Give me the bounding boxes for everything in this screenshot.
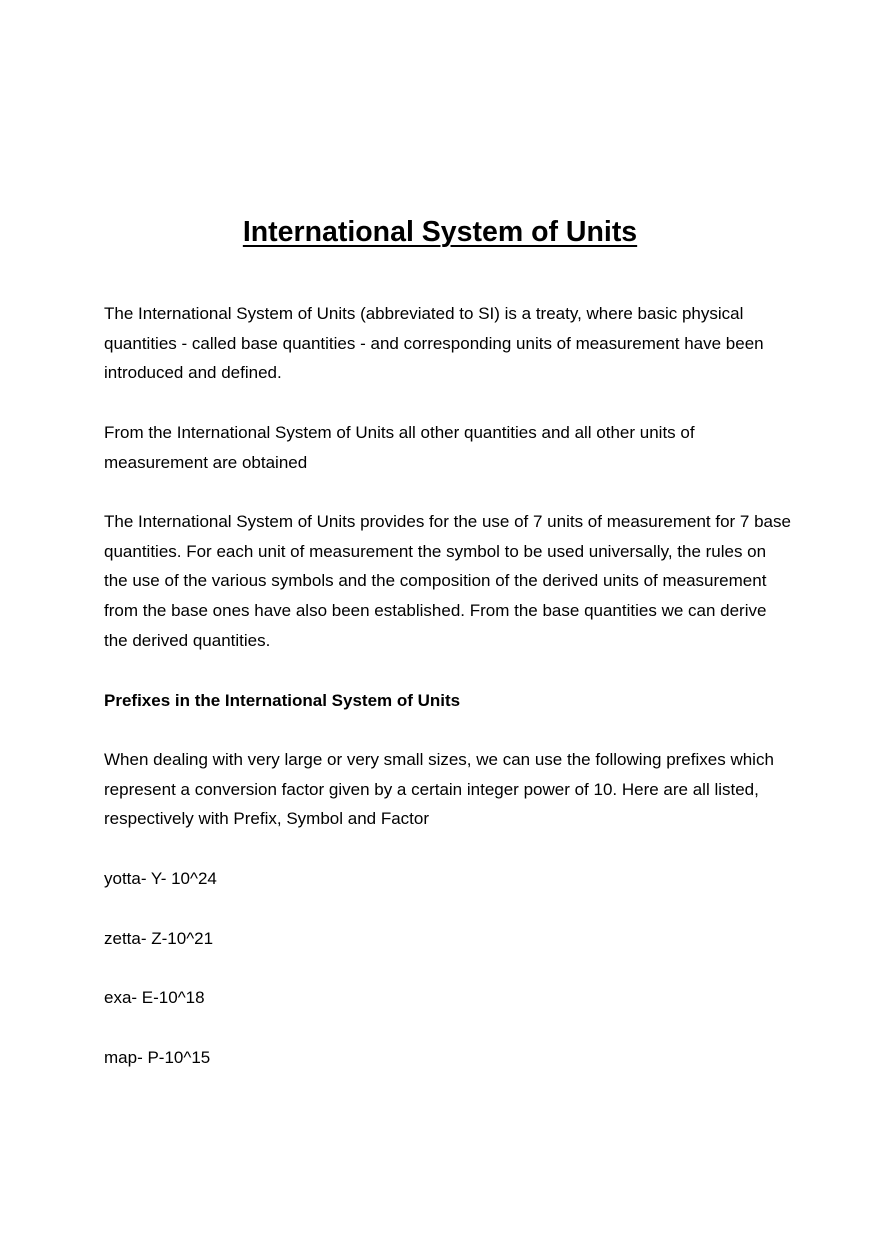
intro-paragraph: The International System of Units (abbreviated to SI) is a treaty, where basic physical quantities - called base quantities - and corresponding units of measurement have been introduced and defined. (104, 304, 764, 383)
document-title: International System of Units (242, 216, 638, 248)
prefix-item-yotta: yotta- Y- 10^24 (104, 869, 217, 888)
prefixes-heading: Prefixes in the International System of Units (104, 691, 461, 710)
derivation-paragraph: From the International System of Units all other quantities and all other units of measurement are obtained (104, 423, 695, 472)
prefix-item-exa: exa- E-10^18 (104, 988, 205, 1007)
base-units-paragraph: The International System of Units provides for the use of 7 units of measurement for 7 base quantities. For each unit of measurement the symbol to be used universally, the rules on the use of the various symbols and the composition of the derived units of measurement from the base ones have also been established. From the base quantities we can derive the derived quantities. (104, 512, 791, 650)
prefix-item-map: map- P-10^15 (104, 1048, 211, 1067)
prefixes-intro-paragraph: When dealing with very large or very small sizes, we can use the following prefixes which represent a conversion factor given by a certain integer power of 10. Here are all listed, respectively with Prefix, Symbol and Factor (104, 750, 774, 829)
prefix-item-zetta: zetta- Z-10^21 (104, 929, 214, 948)
